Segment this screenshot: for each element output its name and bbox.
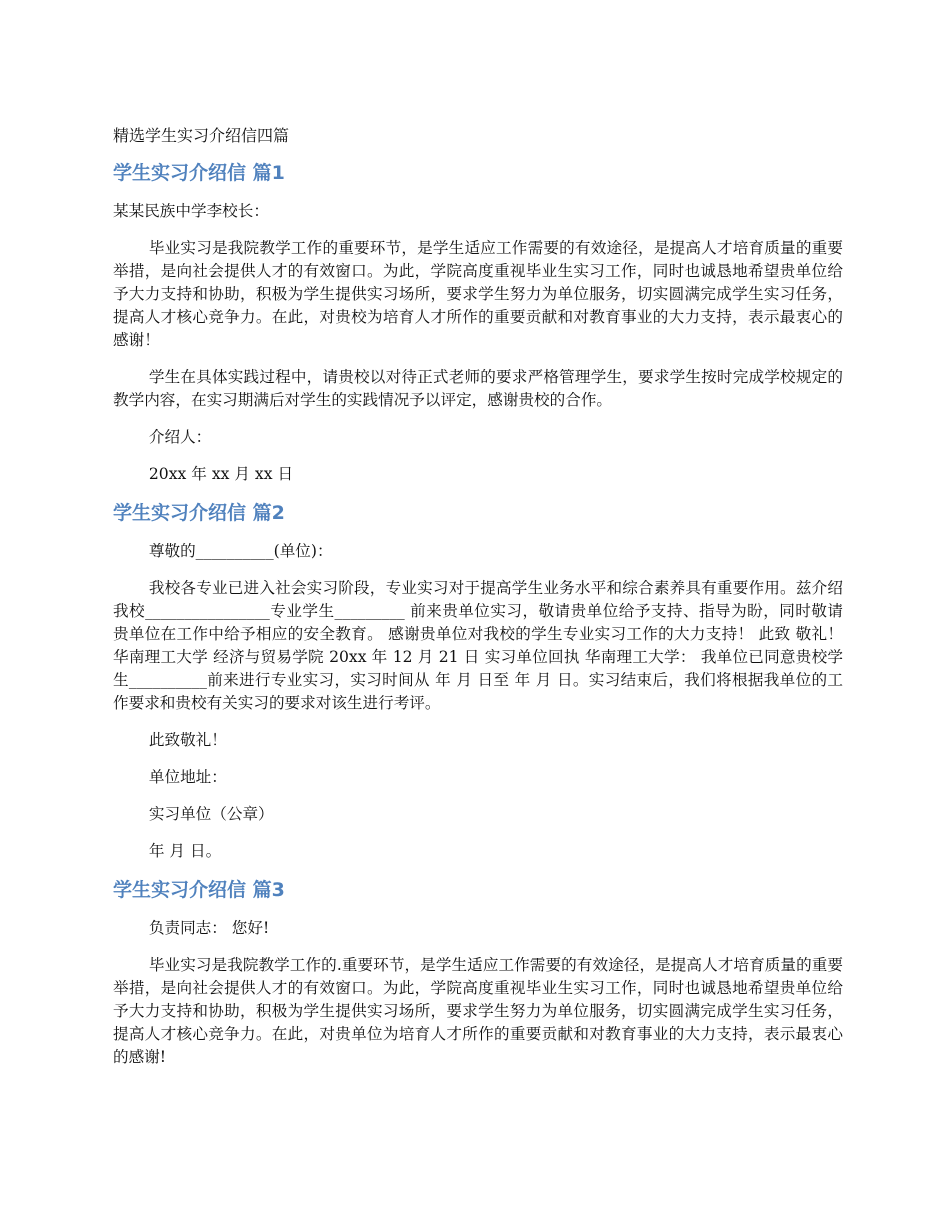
body-paragraph-3a: 毕业实习是我院教学工作的.重要环节，是学生适应工作需要的有效途径，是提高人才培育质量的重要举措，是向社会提供人才的有效窗口。为此，学院高度重视毕业生实习工作，同时也诚恳地希望贵单位给予大力支持和协助，积极为学生提供实习场所，要求学生努力为单位服务，切实圆满完成学生实习任务，提高人才核心竞争力。在此，对贵单位为培育人才所作的重要贡献和对教育事业的大力支持，表示最衷心的感谢! (113, 956, 843, 1066)
body-paragraph-1a: 毕业实习是我院教学工作的重要环节，是学生适应工作需要的有效途径，是提高人才培育质量的重要举措，是向社会提供人才的有效窗口。为此，学院高度重视毕业生实习工作，同时也诚恳地希望贵单位给予大力支持和协助，积极为学生提供实习场所，要求学生努力为单位服务，切实圆满完成学生实习任务，提高人才核心竞争力。在此，对贵校为培育人才所作的重要贡献和对教育事业的大力支持，表示最衷心的感谢！ (113, 239, 843, 349)
salutation-2: 尊敬的__________(单位)： (148, 542, 333, 560)
document-title: 精选学生实习介绍信四篇 (113, 126, 290, 145)
body-paragraph-1b: 学生在具体实践过程中，请贵校以对待正式老师的要求严格管理学生，要求学生按时完成学校规定的教学内容，在实习期满后对学生的实践情况予以评定，感谢贵校的合作。 (113, 368, 843, 409)
date-line-2: 年 月 日。 (148, 842, 222, 860)
section-heading-1: 学生实习介绍信 篇1 (113, 162, 285, 184)
date-line-1: 20xx 年 xx 月 xx 日 (148, 465, 294, 483)
section-heading-2: 学生实习介绍信 篇2 (113, 502, 285, 524)
closing-line-2: 此致敬礼！ (148, 731, 227, 749)
body-paragraph-2a: 我校各专业已进入社会实习阶段，专业实习对于提高学生业务水平和综合素养具有重要作用。兹介绍我校________________专业学生_________ 前来贵单位实习，敬请贵单位给予支持、指导为盼，同时敬请贵单位在工作中给予相应的安全教育。 感谢贵单位对我校的学生专业实习工作的大力支持！ 此致 敬礼！ 华南理工大学 经济与贸易学院 20xx 年 12 月 21 日 实习单位回执 华南理工大学： 我单位已同意贵校学生__________前来进行专业实习，实习时间从 年 月 日至 年 月 日。实习结束后，我们将根据我单位的工作要求和贵校有关实习的要求对该生进行考评。 (113, 579, 843, 712)
document-page (113, 124, 843, 1083)
address-line-2: 单位地址： (148, 768, 227, 786)
seal-line-2: 实习单位（公章） (148, 805, 274, 823)
section-heading-3: 学生实习介绍信 篇3 (113, 879, 285, 901)
salutation-1: 某某民族中学李校长： (113, 202, 269, 220)
salutation-3: 负责同志： 您好! (148, 919, 270, 937)
introducer-line: 介绍人： (148, 428, 212, 446)
